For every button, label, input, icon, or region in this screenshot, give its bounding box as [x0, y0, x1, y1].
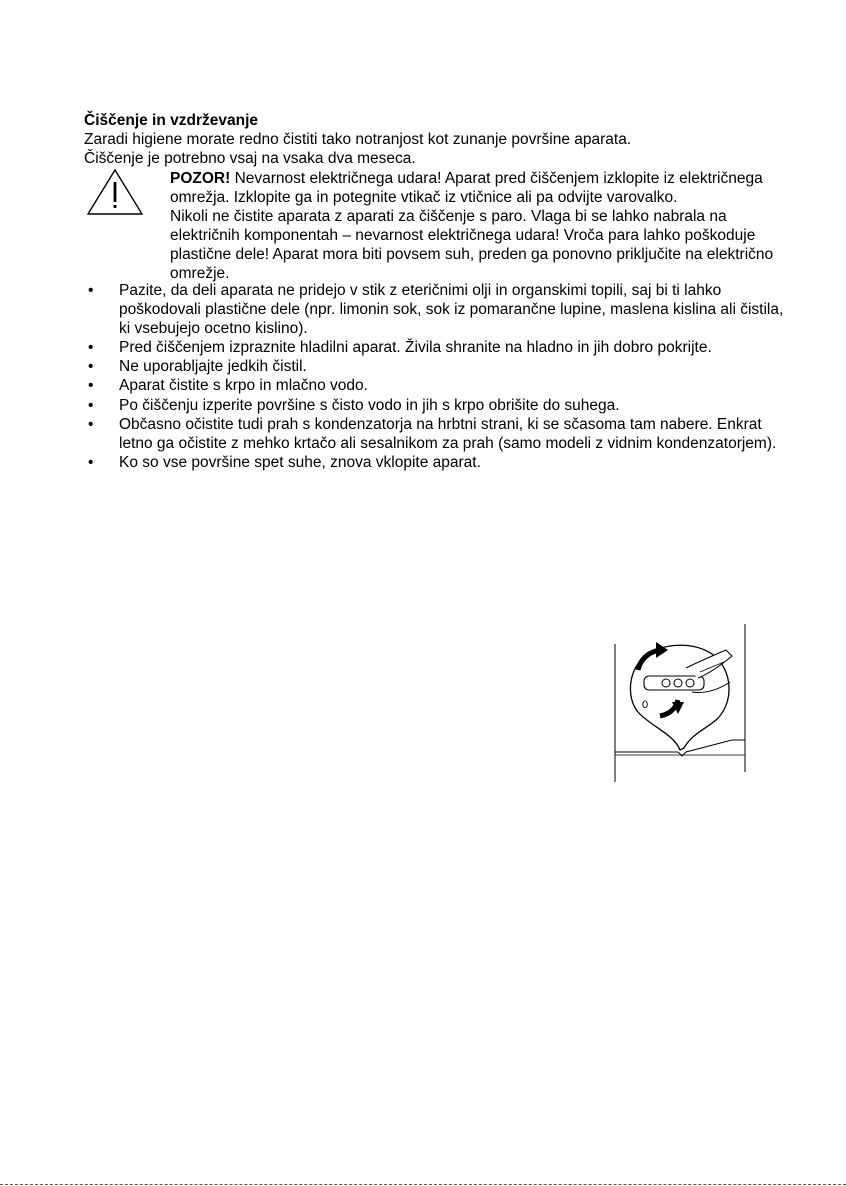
list-item — [84, 357, 784, 376]
list-item — [84, 376, 784, 395]
intro-line-2: Čiščenje je potrebno vsaj na vsaka dva meseca. — [84, 150, 416, 167]
list-item-text: Pazite, da deli aparata ne pridejo v stik z eteričnimi olji in organskimi topili, saj bi ti lahko poškodovali plastične dele (npr. limonin sok, sok iz pomarančne lupine, maslena kislina ali čistila, ki vsebujejo ocetno kislino). — [119, 282, 784, 338]
warning-lead: POZOR! — [170, 170, 231, 187]
bullet-dot: • — [88, 339, 94, 357]
section-title: Čiščenje in vzdrževanje — [84, 112, 259, 129]
list-item-text: Aparat čistite s krpo in mlačno vodo. — [119, 377, 368, 395]
list-item — [84, 281, 784, 338]
list-item-text: Ko so vse površine spet suhe, znova vklopite aparat. — [119, 453, 481, 471]
warning-text — [170, 169, 780, 284]
bullet-dot: • — [88, 396, 94, 414]
list-item — [84, 415, 784, 453]
warning-text-1: Nevarnost električnega udara! Aparat pred čiščenjem izklopite iz električnega omrežja. Izklopite ga in potegnite vtikač iz vtičnice ali pa odvijte varovalko. — [170, 170, 763, 207]
warning-paragraph-2: Nikoli ne čistite aparata z aparati za čiščenje s paro. Vlaga bi se lahko nabrala na električnih komponentah – nevarnost električnega udara! Vroča para lahko poškoduje plastične dele! Aparat mora biti povsem suh, preden ga ponovno priključite na električno omrežje. — [170, 208, 774, 283]
knob-zero-label: 0 — [642, 699, 649, 711]
list-item-text: Občasno očistite tudi prah s kondenzatorja na hrbtni strani, ki se sčasoma tam nabere. Enkrat letno ga očistite z mehko krtačo ali sesalnikom za prah (samo modeli z vidnim kondenzatorjem). — [119, 415, 777, 452]
bullet-dot: • — [88, 415, 94, 433]
bullet-dot: • — [88, 282, 94, 299]
cleaning-list — [84, 281, 784, 472]
list-item — [84, 338, 784, 357]
warning-paragraph-1 — [170, 169, 780, 207]
list-item-text: Pred čiščenjem izpraznite hladilni aparat. Živila shranite na hladno in jih dobro pokrijte. — [119, 339, 712, 357]
intro-line-1: Zaradi higiene morate redno čistiti tako notranjost kot zunanje površine aparata. — [84, 131, 632, 148]
bullet-dot: • — [88, 377, 94, 395]
list-item-text: Po čiščenju izperite površine s čisto vodo in jih s krpo obrišite do suhega. — [119, 396, 620, 414]
warning-triangle-icon — [86, 168, 144, 216]
list-item — [84, 396, 784, 415]
footer-divider — [0, 1184, 846, 1185]
bullet-dot: • — [88, 358, 94, 376]
list-item — [84, 453, 784, 472]
bullet-dot: • — [88, 453, 94, 471]
list-item-text: Ne uporabljajte jedkih čistil. — [119, 358, 307, 376]
thermostat-knob-illustration — [612, 622, 752, 784]
